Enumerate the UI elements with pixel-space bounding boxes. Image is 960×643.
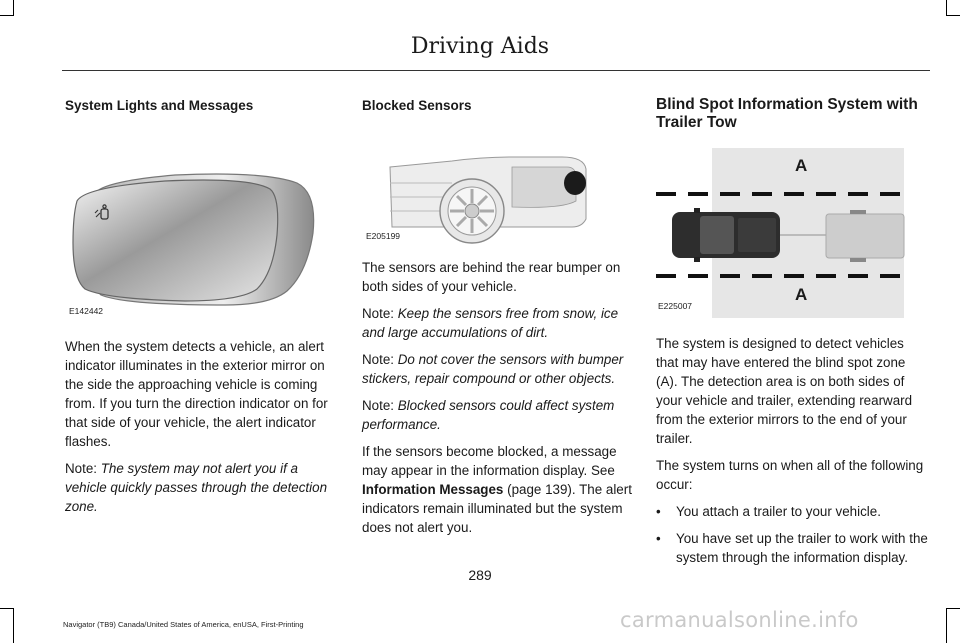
note-label: Note: (65, 461, 98, 476)
vehicle-icon (672, 208, 780, 262)
note (65, 459, 335, 516)
note-label: Note: (362, 306, 395, 321)
rear-bumper-illustration (362, 123, 632, 248)
cross-reference-link[interactable]: Information Messages (362, 482, 504, 497)
crop-mark (946, 0, 947, 16)
note-text: The system may not alert you if a vehicle quickly passes through the detection zone. (65, 461, 328, 514)
note (362, 396, 632, 434)
crop-mark (0, 15, 14, 16)
figure-code: E142442 (69, 306, 104, 316)
note (362, 304, 632, 342)
zone-label-a: A (795, 285, 808, 304)
paragraph (362, 442, 632, 537)
mirror-figure (65, 123, 335, 323)
list-item (656, 529, 928, 567)
footer-text: Navigator (TB9) Canada/United States of America, enUSA, First-Printing (63, 620, 304, 629)
figure-code: E225007 (658, 301, 693, 311)
bumper-figure (362, 123, 632, 248)
crop-mark (946, 15, 960, 16)
paragraph: When the system detects a vehicle, an alert indicator illuminates in the exterior mirror on the side the approaching vehicle is coming from. If you turn the direction indicator on for that side of your vehicle, the alert indicator flashes. (65, 339, 328, 449)
column-trailer-tow (656, 96, 928, 575)
section-heading: System Lights and Messages (65, 98, 254, 113)
page-number: 289 (468, 567, 492, 583)
paragraph: The sensors are behind the rear bumper on both sides of your vehicle. (362, 260, 621, 294)
paragraph: The system is designed to detect vehicles that may have entered the blind spot zone (A). The detection area is on both sides of your vehicle and trailer, extending rearward from the exterior mirrors to the end of your trailer. (656, 336, 913, 446)
crop-mark (13, 608, 14, 643)
page-title: Driving Aids (410, 34, 550, 59)
paragraph: The system turns on when all of the following occur: (656, 458, 924, 492)
note-text: Blocked sensors could affect system performance. (362, 398, 615, 432)
bullet-mark: • (656, 531, 661, 546)
trailer-icon (826, 210, 904, 262)
note (362, 350, 632, 388)
sensor-indicator (564, 171, 586, 195)
list-item-text: You have set up the trailer to work with the system through the information display. (676, 531, 928, 565)
crop-mark (946, 608, 947, 643)
note-text: Keep the sensors free from snow, ice and large accumulations of dirt. (362, 306, 619, 340)
condition-list (656, 502, 928, 567)
paragraph-text: (page 139). The alert indicators remain illuminated but the system does not alert you. (362, 482, 632, 535)
zone-label-a: A (795, 156, 808, 175)
header-divider (62, 70, 930, 71)
figure-code: E205199 (366, 231, 401, 241)
column-system-lights (65, 96, 335, 524)
list-item (656, 502, 928, 521)
blind-spot-zone-illustration (656, 142, 906, 318)
note-label: Note: (362, 398, 395, 413)
crop-mark (946, 608, 960, 609)
list-item-text: You attach a trailer to your vehicle. (676, 504, 881, 519)
note-label: Note: (362, 352, 395, 367)
crop-mark (0, 608, 14, 609)
column-blocked-sensors (362, 96, 632, 545)
section-heading: Blocked Sensors (362, 98, 472, 113)
paragraph-text: If the sensors become blocked, a message may appear in the information display. See (362, 444, 617, 478)
watermark: carmanualsonline.info (620, 608, 859, 632)
mirror-illustration (65, 123, 335, 323)
trailer-zone-figure (656, 142, 906, 318)
crop-mark (13, 0, 14, 16)
section-heading: Blind Spot Information System with Trailer Tow (656, 96, 918, 131)
note-text: Do not cover the sensors with bumper stickers, repair compound or other objects. (362, 352, 624, 386)
bullet-mark: • (656, 504, 661, 519)
